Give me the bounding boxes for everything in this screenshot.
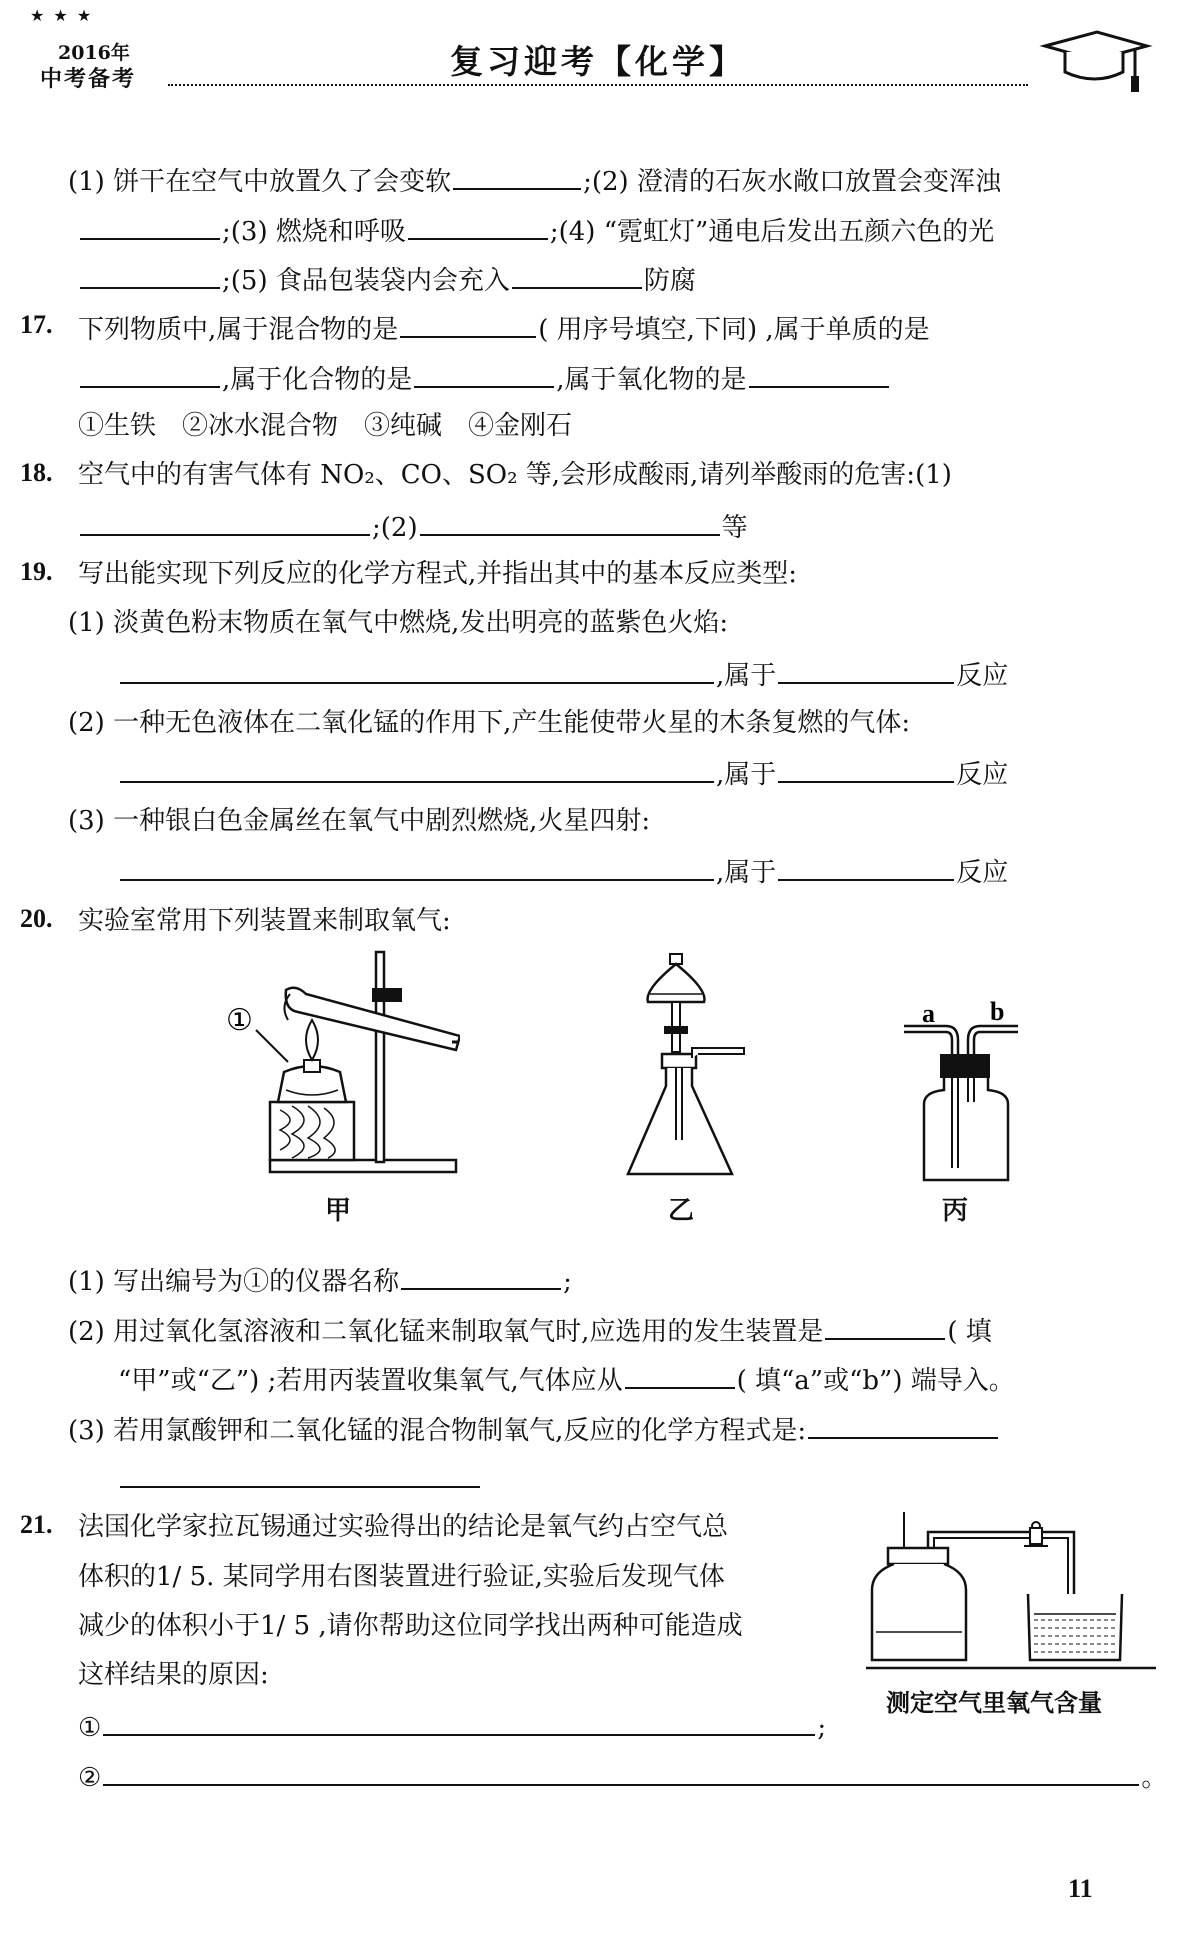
instrument-label-1: ① (226, 1003, 253, 1038)
q20-blank-5[interactable] (120, 1460, 480, 1488)
q20-number: 20. (20, 904, 53, 933)
q19-number: 19. (20, 557, 53, 586)
q17-blank-1[interactable] (400, 310, 536, 338)
q20-part-3-answer (118, 1460, 482, 1494)
q20-part-2-cont: “甲”或“乙”) ;若用丙装置收集氧气,气体应从 ( 填“a”或“b”) 端导入。 (118, 1361, 1015, 1395)
q17-blank-2[interactable] (80, 360, 220, 388)
q19-answer-3: ,属于 反应 (118, 853, 1008, 887)
page-title: 复习迎考【化学】 (450, 42, 746, 81)
q19-blank-2[interactable] (120, 755, 714, 783)
q16-blank-2[interactable] (80, 212, 220, 240)
figure-label-yi: 乙 (668, 1196, 695, 1226)
apparatus-bing-figure (900, 992, 1030, 1184)
q18-number: 18. (20, 458, 53, 487)
q20-blank-4[interactable] (808, 1411, 998, 1439)
apparatus-jia-figure (220, 950, 460, 1180)
figure-caption: 测定空气里氧气含量 (886, 1688, 1102, 1717)
q21-line-3: 减少的体积小于1/ 5 ,请你帮助这位同学找出两种可能造成 (78, 1611, 743, 1641)
q19-blank-1[interactable] (120, 656, 714, 684)
q17-blank-3[interactable] (414, 360, 554, 388)
page-header (0, 0, 1190, 110)
q17-blank-4[interactable] (749, 360, 889, 388)
header-exam-label: 中考备考 (40, 66, 137, 92)
q18-line-1: 空气中的有害气体有 NO₂、CO、SO₂ 等,会形成酸雨,请列举酸雨的危害:(1) (78, 460, 952, 490)
q18-blank-2[interactable] (420, 508, 720, 536)
q21-blank-2[interactable] (103, 1758, 1139, 1786)
stars-decoration: ★ ★ ★ (30, 6, 94, 25)
q21-number: 21. (20, 1510, 53, 1539)
q21-blank-1[interactable] (103, 1708, 815, 1736)
port-a-label: a (922, 999, 935, 1028)
port-b-label: b (990, 997, 1005, 1026)
q19-type-blank-3[interactable] (778, 853, 954, 881)
graduation-cap-icon (1035, 28, 1155, 98)
q16-blank-1[interactable] (453, 162, 581, 190)
q20-intro: 实验室常用下列装置来制取氧气: (78, 906, 451, 936)
q20-blank-3[interactable] (625, 1361, 735, 1389)
q16-blank-3[interactable] (408, 212, 548, 240)
q17-options: ①生铁 ②冰水混合物 ③纯碱 ④金刚石 (78, 411, 573, 441)
q19-answer-1: ,属于 反应 (118, 656, 1008, 690)
q17-line-2: ,属于化合物的是 ,属于氧化物的是 (78, 360, 891, 394)
q16-line-1: (1) 饼干在空气中放置久了会变软 ;(2) 澄清的石灰水敞口放置会变浑浊 (68, 162, 1001, 196)
q16-line-2: ;(3) 燃烧和呼吸 ;(4) “霓虹灯”通电后发出五颜六色的光 (78, 212, 994, 246)
q19-blank-3[interactable] (120, 853, 714, 881)
page-number: 11 (1068, 1874, 1093, 1903)
figure-label-bing: 丙 (942, 1196, 969, 1226)
q19-part-3: (3) 一种银白色金属丝在氧气中剧烈燃烧,火星四射: (68, 806, 651, 836)
figure-label-jia: 甲 (325, 1196, 352, 1226)
q16-blank-5[interactable] (512, 261, 642, 289)
oxygen-content-apparatus-figure (866, 1510, 1156, 1680)
q19-part-2: (2) 一种无色液体在二氧化锰的作用下,产生能使带火星的木条复燃的气体: (68, 708, 911, 738)
q20-part-2: (2) 用过氧化氢溶液和二氧化锰来制取氧气时,应选用的发生装置是 ( 填 (68, 1312, 992, 1346)
q21-line-4: 这样结果的原因: (78, 1660, 269, 1690)
q16-blank-4[interactable] (80, 261, 220, 289)
apparatus-yi-figure (620, 950, 750, 1182)
q18-blank-1[interactable] (80, 508, 370, 536)
header-dotted-rule (168, 84, 1028, 86)
q19-answer-2: ,属于 反应 (118, 755, 1008, 789)
q21-line-2: 体积的1/ 5. 某同学用右图装置进行验证,实验后发现气体 (78, 1562, 725, 1592)
q21-line-1: 法国化学家拉瓦锡通过实验得出的结论是氧气约占空气总 (78, 1512, 729, 1542)
q19-part-1: (1) 淡黄色粉末物质在氧气中燃烧,发出明亮的蓝紫色火焰: (68, 608, 729, 638)
q21-reason-1: ① ; (78, 1708, 826, 1742)
q19-type-blank-1[interactable] (778, 656, 954, 684)
q20-part-3: (3) 若用氯酸钾和二氧化锰的混合物制氧气,反应的化学方程式是: (68, 1411, 1000, 1445)
q17-line-1: 下列物质中,属于混合物的是 ( 用序号填空,下同) ,属于单质的是 (78, 310, 930, 344)
q19-intro: 写出能实现下列反应的化学方程式,并指出其中的基本反应类型: (78, 559, 798, 589)
header-year: 2016年 (58, 42, 130, 64)
q21-reason-2: ② 。 (78, 1758, 1167, 1792)
q20-part-1: (1) 写出编号为①的仪器名称 ; (68, 1262, 572, 1296)
q20-blank-2[interactable] (825, 1312, 945, 1340)
q16-line-3: ;(5) 食品包装袋内会充入 防腐 (78, 261, 696, 295)
q18-line-2: ;(2) 等 (78, 508, 748, 542)
q19-type-blank-2[interactable] (778, 755, 954, 783)
q17-number: 17. (20, 310, 53, 339)
q20-blank-1[interactable] (401, 1262, 561, 1290)
